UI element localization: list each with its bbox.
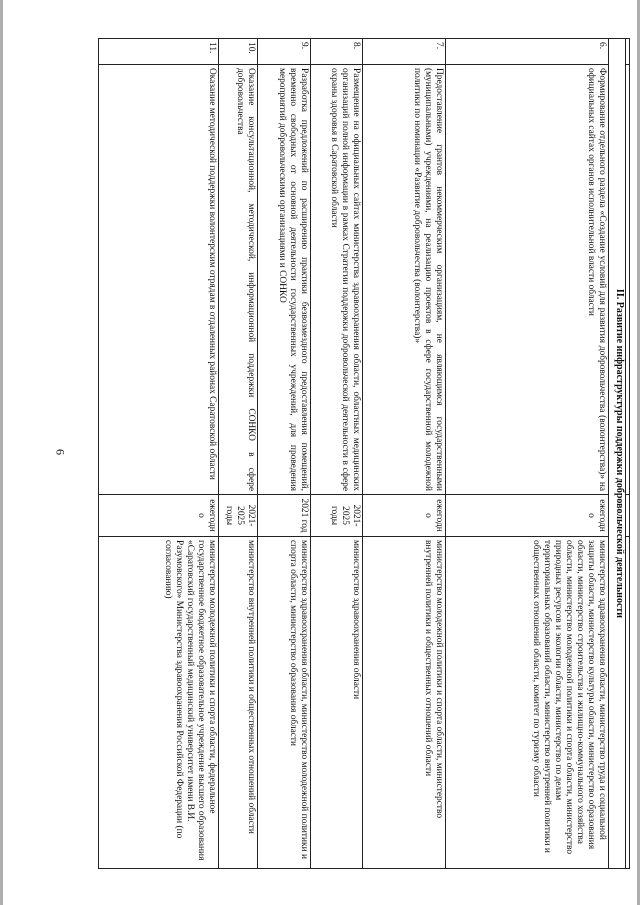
row-executors: министерство молодежной политики и спорта области, федеральное государственное бюджетное образовательное учреждение высшего образования «Саратовский государственный медицинский университет имени В.И. Разумовского» Министерства здравоохранения Российской Федерации (по согласованию) [99, 537, 219, 869]
row-term: ежегодно [363, 495, 446, 537]
table-row [99, 39, 219, 869]
row-executors: министерство здравоохранения области [310, 537, 362, 869]
row-number: 10. [218, 39, 258, 65]
section-header-row [609, 39, 625, 869]
page-number: 6 [53, 449, 68, 455]
row-number: 9. [258, 39, 310, 65]
row-action: Формирование отдельного раздела «Создание условий для развития добровольчества (волонтерства)» на официальных сайтах органов исполнительной власти области [445, 65, 608, 495]
row-action: Размещение на официальных сайтах министерства здравоохранения области, областных медицинских организаций полной информации в рамках Стратегии поддержки добровольческой деятельности в сфере охраны здоровья в Саратовской области [310, 65, 362, 495]
row-action: Разработка предложений по расширению практики безвозмездного предоставления помещений, временно свободных от основной деятельности государственных учреждений, для проведения мероприятий добровольческими организациями и СОНКО [258, 65, 310, 495]
table-row [258, 39, 310, 869]
row-executors: министерство здравоохранения области, министерство труда и социальной защиты области, министерство культуры области, министерство образования области, министерство строительства и жилищно-коммунального хозяйства области, министерство молодежной политики и спорта области, министерство природных ресурсов и экологии области, министерство по делам территориальных образований области, министерство внутренней политики и общественных отношений области, комитет по туризму области [445, 537, 608, 869]
row-term: ежегодно [445, 495, 608, 537]
index-cell [625, 65, 629, 495]
table-row [363, 39, 446, 869]
row-term: 2021-2025 годы [218, 495, 258, 537]
row-action: Оказание консультационной, методической, информационной поддержки СОНКО в сфере добровольчества [218, 65, 258, 495]
column-index-row [625, 39, 629, 869]
action-plan-table [98, 38, 630, 869]
index-cell [625, 39, 629, 65]
row-term: ежегодно [99, 495, 219, 537]
row-executors: министерство внутренней политики и общественных отношений области [218, 537, 258, 869]
table-row [218, 39, 258, 869]
row-term: 2021 год [258, 495, 310, 537]
row-executors: министерство молодежной политики и спорта области, министерство внутренней политики и общественных отношений области [363, 537, 446, 869]
scan-edge-left [0, 0, 3, 905]
row-action: Предоставление грантов некоммерческим организациям, не являющимся государственными (муниципальными) учреждениями, на реализацию проектов в сфере государственной молодежной политики по номинации «Развитие добровольчества (волонтерства)» [363, 65, 446, 495]
row-number: 6. [445, 39, 608, 65]
row-executors: министерство здравоохранения области, министерство молодежной политики и спорта области, министерство образования области [258, 537, 310, 869]
row-term: 2021-2025 годы [310, 495, 362, 537]
row-number: 8. [310, 39, 362, 65]
row-number: 11. [99, 39, 219, 65]
index-cell [625, 495, 629, 537]
table-row [445, 39, 608, 869]
row-action: Оказание методической поддержки волонтерским отрядам в отдаленных районах Саратовской области [99, 65, 219, 495]
index-cell [625, 537, 629, 869]
rotated-table-container [98, 38, 630, 868]
section-title: II. Развитие инфраструктуры поддержки добровольческой деятельности [609, 39, 625, 869]
row-number: 7. [363, 39, 446, 65]
table-row [310, 39, 362, 869]
